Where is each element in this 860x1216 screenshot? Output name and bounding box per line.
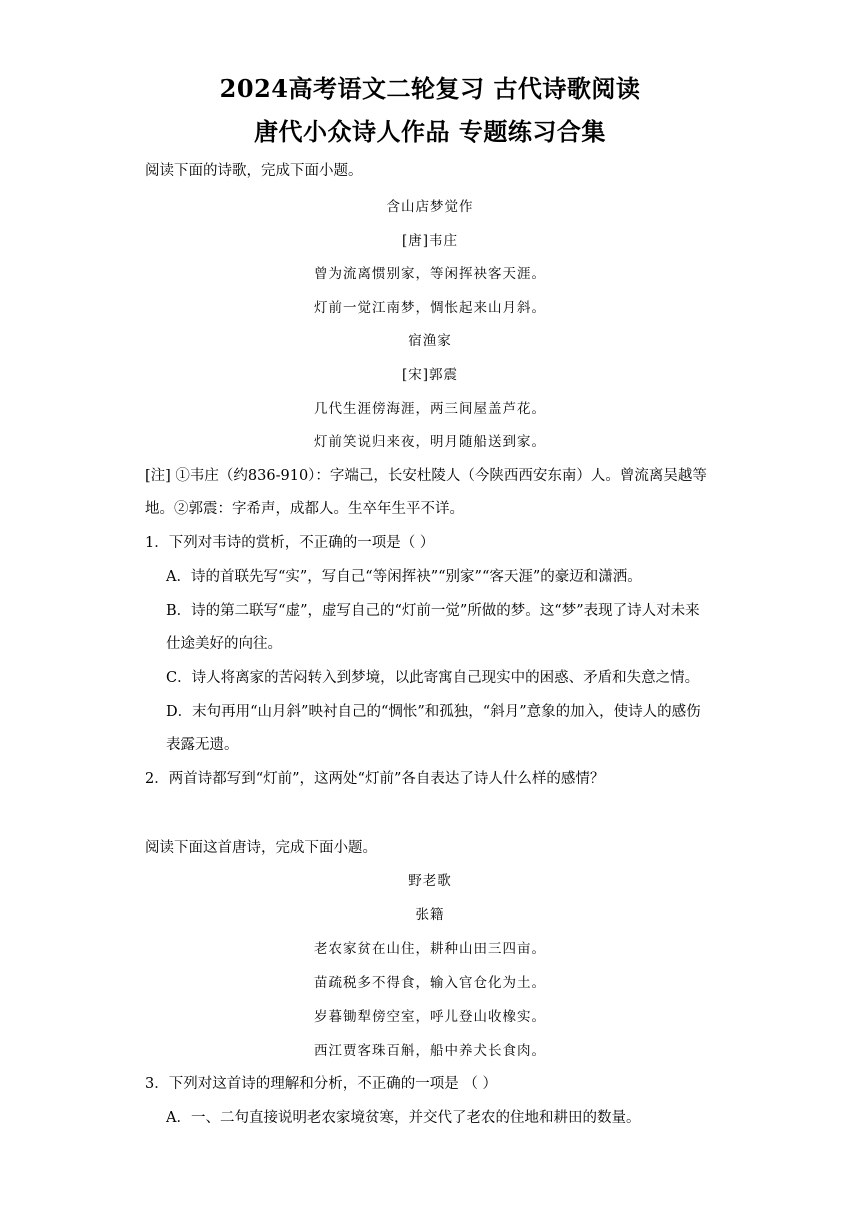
- poem3-line: 岁暮锄犁傍空室，呼儿登山收橡实。: [314, 1009, 546, 1025]
- question-1-option-a: A．诗的首联先写“实”，写自己“等闲挥袂”“别家”“客天涯”的豪迈和潇洒。: [166, 569, 642, 585]
- poem2-title: 宿渔家: [408, 333, 452, 349]
- poem1-author: [唐]韦庄: [401, 233, 459, 249]
- poem3-author: 张籍: [415, 907, 445, 923]
- poem1-line: 灯前一觉江南梦，惆怅起来山月斜。: [314, 300, 546, 316]
- question-3-option-a: A．一、二句直接说明老农家境贫寒，并交代了老农的住地和耕田的数量。: [166, 1110, 641, 1126]
- poem1-title: 含山店梦觉作: [386, 199, 474, 215]
- poem2-line: 几代生涯傍海涯，两三间屋盖芦花。: [314, 401, 546, 417]
- note-line: 地。②郭震：字希声，成都人。生卒年生平不详。: [145, 501, 464, 517]
- note-line: [注] ①韦庄（约836-910）：字端己，长安杜陵人（今陕西西安东南）人。曾流离吴越等: [145, 468, 707, 484]
- question-2-stem: 2．两首诗都写到“灯前”，这两处“灯前”各自表达了诗人什么样的感情？: [145, 771, 605, 787]
- question-1-option-b: B．诗的第二联写“虚”，虚写自己的“灯前一觉”所做的梦。这“梦”表现了诗人对未来: [166, 603, 700, 619]
- poem3-line: 苗疏税多不得食，输入官仓化为土。: [314, 975, 546, 991]
- document-title-line1: 2024高考语文二轮复习 古代诗歌阅读: [219, 74, 641, 103]
- poem3-line: 西江贾客珠百斛，船中养犬长食肉。: [314, 1043, 546, 1059]
- question-1-option-d-cont: 表露无遗。: [166, 737, 239, 753]
- question-3-stem: 3．下列对这首诗的理解和分析，不正确的一项是 （ ）: [145, 1076, 497, 1092]
- poem3-title: 野老歌: [408, 873, 452, 889]
- poem2-line: 灯前笑说归来夜，明月随船送到家。: [314, 434, 546, 450]
- question-1-stem: 1．下列对韦诗的赏析，不正确的一项是（ ）: [145, 535, 435, 551]
- question-1-option-d: D．末句再用“山月斜”映衬自己的“惆怅”和孤独，“斜月”意象的加入，使诗人的感伤: [166, 704, 701, 720]
- poem3-line: 老农家贫在山住，耕种山田三四亩。: [314, 941, 546, 957]
- section1-instruction: 阅读下面的诗歌，完成下面小题。: [145, 163, 363, 179]
- poem2-author: [宋]郭震: [401, 367, 459, 383]
- question-1-option-b-cont: 仕途美好的向往。: [166, 636, 282, 652]
- section2-instruction: 阅读下面这首唐诗，完成下面小题。: [145, 840, 377, 856]
- question-1-option-c: C．诗人将离家的苦闷转入到梦境，以此寄寓自己现实中的困惑、矛盾和失意之情。: [166, 670, 700, 686]
- poem1-line: 曾为流离惯别家，等闲挥袂客天涯。: [314, 266, 546, 282]
- document-title-line2: 唐代小众诗人作品 专题练习合集: [254, 117, 606, 146]
